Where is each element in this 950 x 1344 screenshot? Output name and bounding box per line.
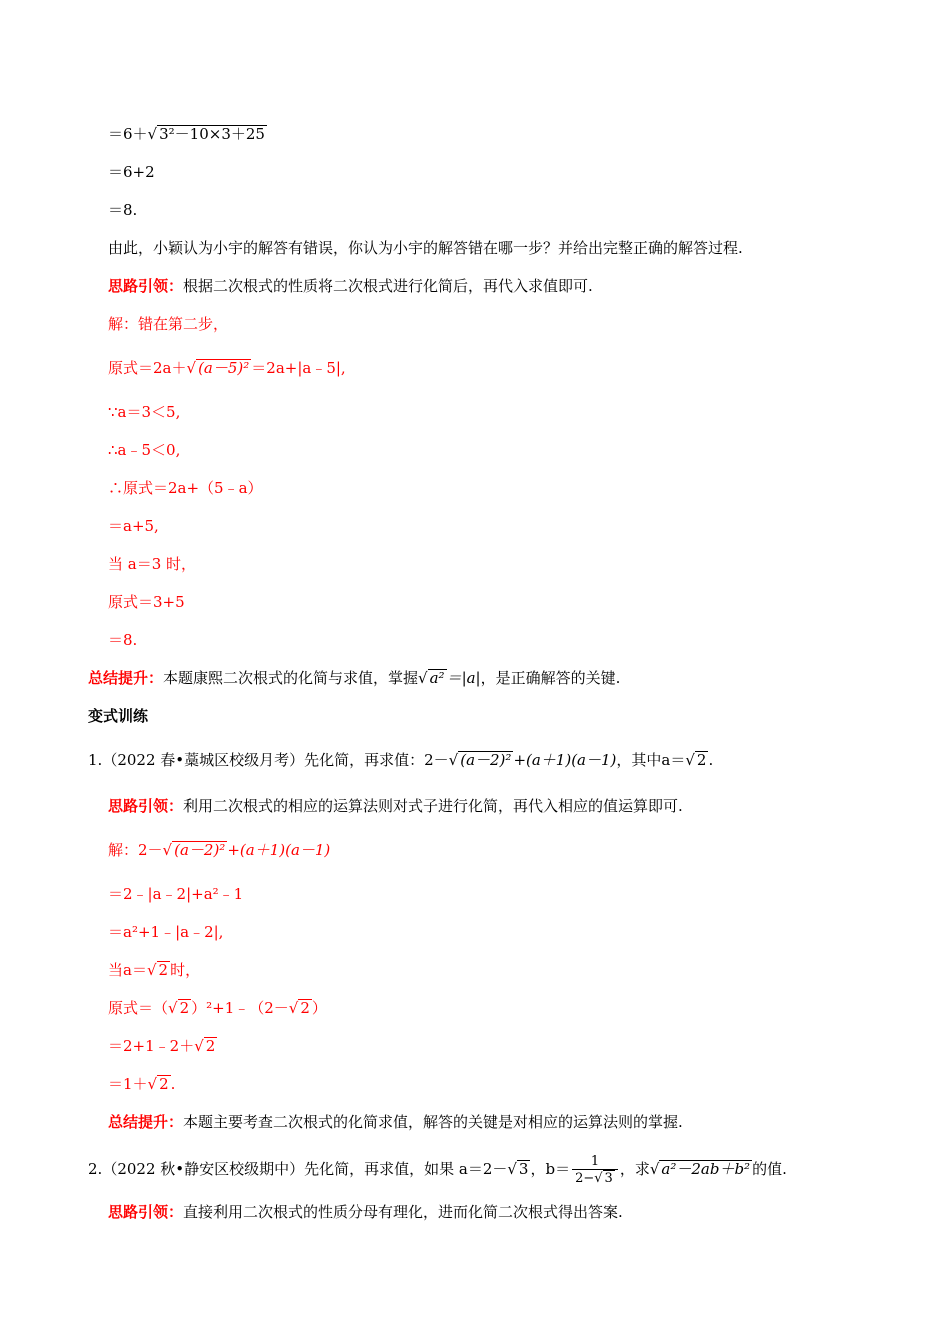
problem2-ask-radicand: a²－2ab＋b²: [661, 1160, 751, 1178]
sqrt-symbol: √: [168, 999, 178, 1017]
solution-first-line: 解：错在第二步，: [108, 315, 229, 333]
solution-line-3: ∴a﹣5＜0,: [108, 441, 181, 459]
problem1-l6-pre: ＝2+1﹣2＋: [108, 1037, 195, 1055]
problem1-solution-line-6: [108, 1036, 217, 1056]
problem1-sol-post: +(a＋1)(a－1): [227, 841, 331, 859]
problem2-ask-post: 的值.: [752, 1160, 787, 1178]
problem1-l5-end: ）: [311, 999, 327, 1017]
sqrt-symbol: √: [147, 125, 158, 143]
solution-line-6: 当 a＝3 时，: [108, 555, 197, 573]
problem2-hint-text: 直接利用二次根式的性质分母有理化，进而化简二次根式得出答案.: [183, 1203, 623, 1221]
sqrt-symbol: √: [147, 1075, 158, 1093]
problem1-number: 1.: [88, 751, 103, 769]
question-line: 由此，小颖认为小宇的解答有错误，你认为小宇的解答错在哪一步？并给出完整正确的解答过程.: [108, 239, 743, 257]
problem1-solution-line-3: ＝a²+1﹣|a﹣2|,: [108, 923, 224, 941]
problem1-source: （2022 春•藁城区校级月考）先化简，再求值：: [102, 751, 425, 769]
step1-prefix: ＝6＋: [108, 125, 148, 143]
problem2-source: （2022 秋•静安区校级期中）先化简，再求值，如果 a＝2－: [102, 1160, 508, 1178]
problem2-ask-pre: ，求: [619, 1160, 650, 1178]
summary-label: 总结提升：: [88, 669, 164, 687]
solution-original-radicand: (a－5)²: [198, 359, 250, 377]
sqrt-symbol: √: [162, 841, 173, 859]
sqrt-symbol: √: [507, 1160, 517, 1178]
problem1-l7-radicand: 2: [159, 1075, 169, 1093]
sqrt-symbol: √: [194, 1037, 204, 1055]
problem1-solution-line-2: ＝2﹣|a﹣2|+a²﹣1: [108, 885, 244, 903]
summary-radicand: a²: [429, 669, 445, 687]
hint-label: 思路引领：: [108, 277, 184, 295]
solution-original-prefix: 原式＝2a＋: [108, 359, 187, 377]
problem1-summary-text: 本题主要考查二次根式的化简求值，解答的关键是对相应的运算法则的掌握.: [183, 1113, 683, 1131]
sqrt-symbol: √: [146, 961, 157, 979]
problem2-statement: [88, 1152, 787, 1187]
problem1-l7-end: .: [170, 1075, 176, 1093]
problem2-a-radicand: 3: [518, 1160, 529, 1178]
problem1-solution-line-4: [108, 960, 200, 980]
problem1-summary-label: 总结提升：: [108, 1113, 184, 1131]
problem1-hint-text: 利用二次根式的相应的运算法则对式子进行化简，再代入相应的值运算即可.: [183, 797, 683, 815]
problem1-sol-radicand: (a－2)²: [174, 841, 226, 859]
fraction-denominator-pre: 2−: [575, 1170, 595, 1186]
problem2-number: 2.: [88, 1160, 103, 1178]
sqrt-symbol: √: [594, 1170, 603, 1186]
problem1-l4-radicand: 2: [158, 961, 169, 979]
hint-text: 根据二次根式的性质将二次根式进行化简后，再代入求值即可.: [183, 277, 593, 295]
sqrt-symbol: √: [649, 1160, 660, 1178]
problem1-statement: [88, 750, 713, 770]
problem1-hint: [108, 796, 683, 816]
problem1-hint-label: 思路引领：: [108, 797, 184, 815]
problem1-l5-radicand-2: 2: [300, 999, 310, 1017]
solution-line-2: ∵a＝3＜5,: [108, 403, 181, 421]
solution-line-5: ＝a+5,: [108, 517, 159, 535]
problem1-l7-pre: ＝1＋: [108, 1075, 148, 1093]
step1-radicand: 3²－10×3＋25: [159, 125, 265, 143]
problem1-expr-radicand: (a－2)²: [460, 751, 512, 769]
problem2-hint: [108, 1202, 623, 1222]
solution-line-8: ＝8.: [108, 631, 138, 649]
section-title: 变式训练: [88, 707, 149, 725]
fraction-denominator-radicand: 3: [604, 1170, 613, 1186]
solution-original-line: [108, 358, 346, 378]
sqrt-symbol: √: [418, 669, 428, 687]
problem1-solution-line-7: [108, 1074, 175, 1094]
sqrt-symbol: √: [186, 359, 197, 377]
problem1-expr-pre: 2－: [424, 751, 449, 769]
solution-line-7: 原式＝3+5: [108, 593, 185, 611]
solution-line-4: ∴原式＝2a+（5﹣a）: [108, 479, 263, 497]
step3-line: ＝8.: [108, 201, 138, 219]
step2-line: ＝6+2: [108, 163, 155, 181]
problem2-hint-label: 思路引领：: [108, 1203, 184, 1221]
problem1-l5-mid: ）²+1﹣（2－: [191, 999, 289, 1017]
summary-mid: ＝|a|: [446, 669, 481, 687]
sqrt-symbol: √: [685, 751, 695, 769]
step1-line: [108, 124, 267, 144]
problem2-fraction: [572, 1154, 618, 1187]
fraction-denominator: [572, 1170, 618, 1187]
problem2-b-pre: ，b＝: [530, 1160, 571, 1178]
problem1-solution-line-5: [108, 998, 327, 1018]
problem1-cond: ，其中a＝: [616, 751, 686, 769]
problem1-l5-pre: 原式＝（: [108, 999, 169, 1017]
problem1-l4-pre: 当a＝: [108, 961, 147, 979]
problem1-summary: [108, 1112, 683, 1132]
problem1-cond-radicand: 2: [696, 751, 707, 769]
problem1-l6-radicand: 2: [205, 1037, 216, 1055]
problem1-l4-post: 时，: [170, 961, 201, 979]
solution-original-suffix: ＝2a+|a﹣5|,: [251, 359, 346, 377]
sqrt-symbol: √: [288, 999, 299, 1017]
problem1-l5-radicand-1: 2: [179, 999, 190, 1017]
sqrt-symbol: √: [448, 751, 459, 769]
summary-line: [88, 668, 620, 688]
hint-line: [108, 276, 593, 296]
problem1-solution-line-1: [108, 840, 330, 860]
summary-post: ，是正确解答的关键.: [480, 669, 621, 687]
summary-pre: 本题康熙二次根式的化简与求值，掌握: [163, 669, 419, 687]
problem1-expr-post: +(a＋1)(a－1): [513, 751, 617, 769]
fraction-numerator: 1: [572, 1154, 618, 1170]
problem1-cond-end: .: [708, 751, 714, 769]
problem1-sol-pre: 解：2－: [108, 841, 163, 859]
